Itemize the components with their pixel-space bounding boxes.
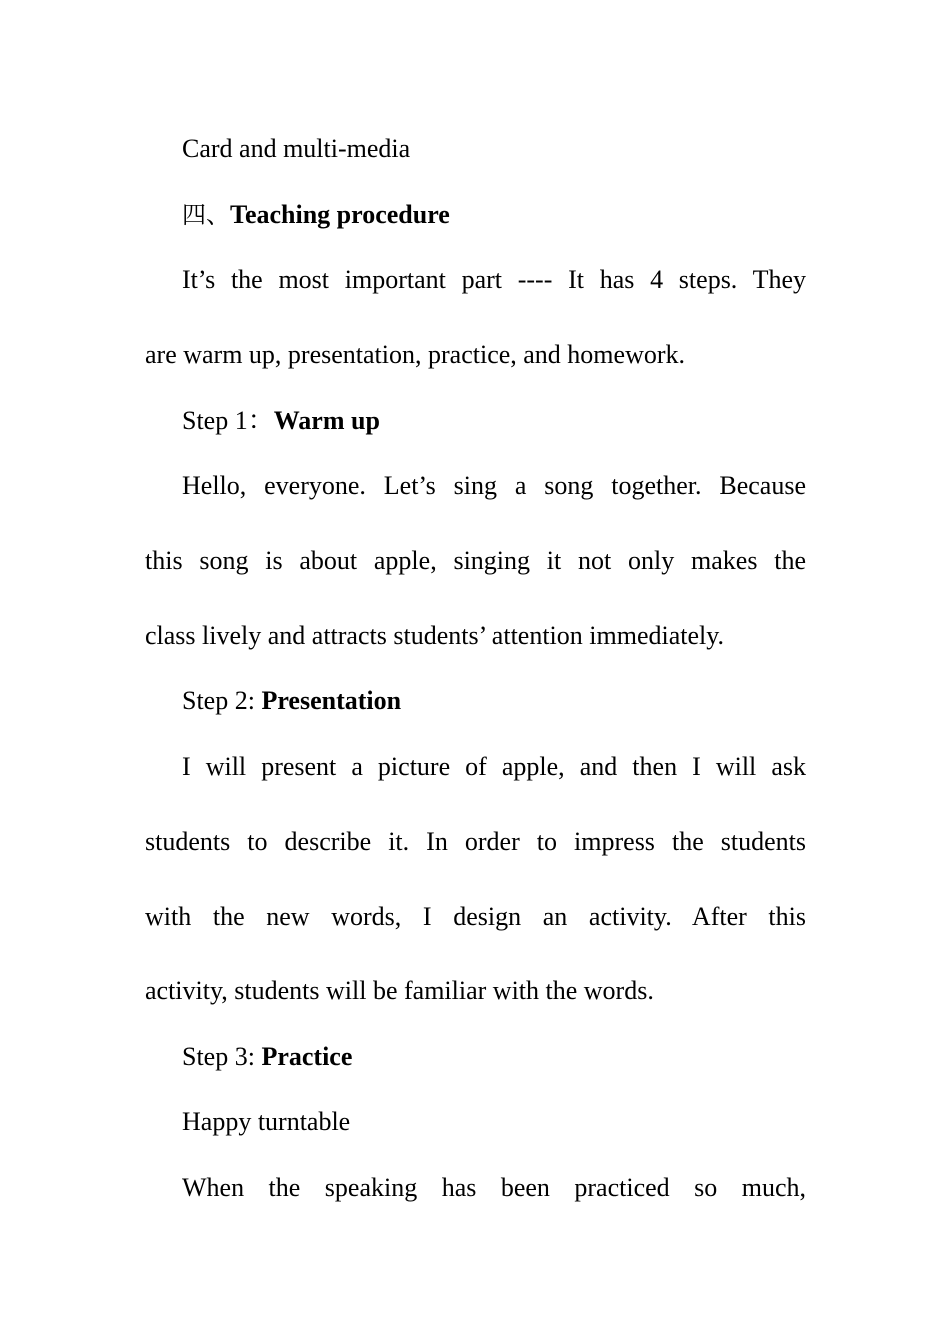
step2-text-3: with the new words, I design an activity. After this [145,902,806,931]
step1-heading [182,405,806,437]
step2-paragraph-line-1 [182,751,806,783]
step3-title: Practice [261,1042,353,1071]
step3-heading [182,1041,806,1073]
step1-paragraph-line-1 [182,470,806,502]
step3-paragraph-line-1 [182,1172,806,1204]
step1-text-3: class lively and attracts students’ attention immediately. [145,621,725,650]
step1-text-1: Hello, everyone. Let’s sing a song together. Because [182,471,806,500]
section-heading [182,199,806,231]
step3-label: Step 3: [182,1042,262,1071]
section-number-marker: 四、 [182,201,230,229]
step2-text-1: I will present a picture of apple, and then I will ask [182,752,806,781]
intro-text-2: are warm up, presentation, practice, and homework. [145,340,686,369]
step2-paragraph-line-4 [145,975,806,1007]
step1-text-2: this song is about apple, singing it not only makes the [145,546,806,575]
step2-label: Step 2: [182,686,262,715]
step1-paragraph-line-3 [145,620,806,652]
step2-paragraph-line-2 [145,826,806,858]
step1-title: Warm up [273,406,380,435]
teaching-aids-text: Card and multi-media [182,134,411,163]
section-title: Teaching procedure [230,200,450,229]
intro-paragraph-line-1 [182,264,806,296]
step2-title: Presentation [261,686,402,715]
step2-paragraph-line-3 [145,901,806,933]
step3-subtitle-line [182,1106,806,1138]
step2-heading [182,685,806,717]
step1-label: Step 1： [182,406,274,435]
intro-text-1: It’s the most important part ---- It has 4 steps. They [182,265,806,294]
intro-paragraph-line-2 [145,339,806,371]
step2-text-4: activity, students will be familiar with the words. [145,976,654,1005]
step3-text-1: When the speaking has been practiced so much, [182,1173,806,1202]
teaching-aids-line [182,133,806,165]
step2-text-2: students to describe it. In order to impress the students [145,827,806,856]
step1-paragraph-line-2 [145,545,806,577]
step3-subtitle: Happy turntable [182,1107,351,1136]
